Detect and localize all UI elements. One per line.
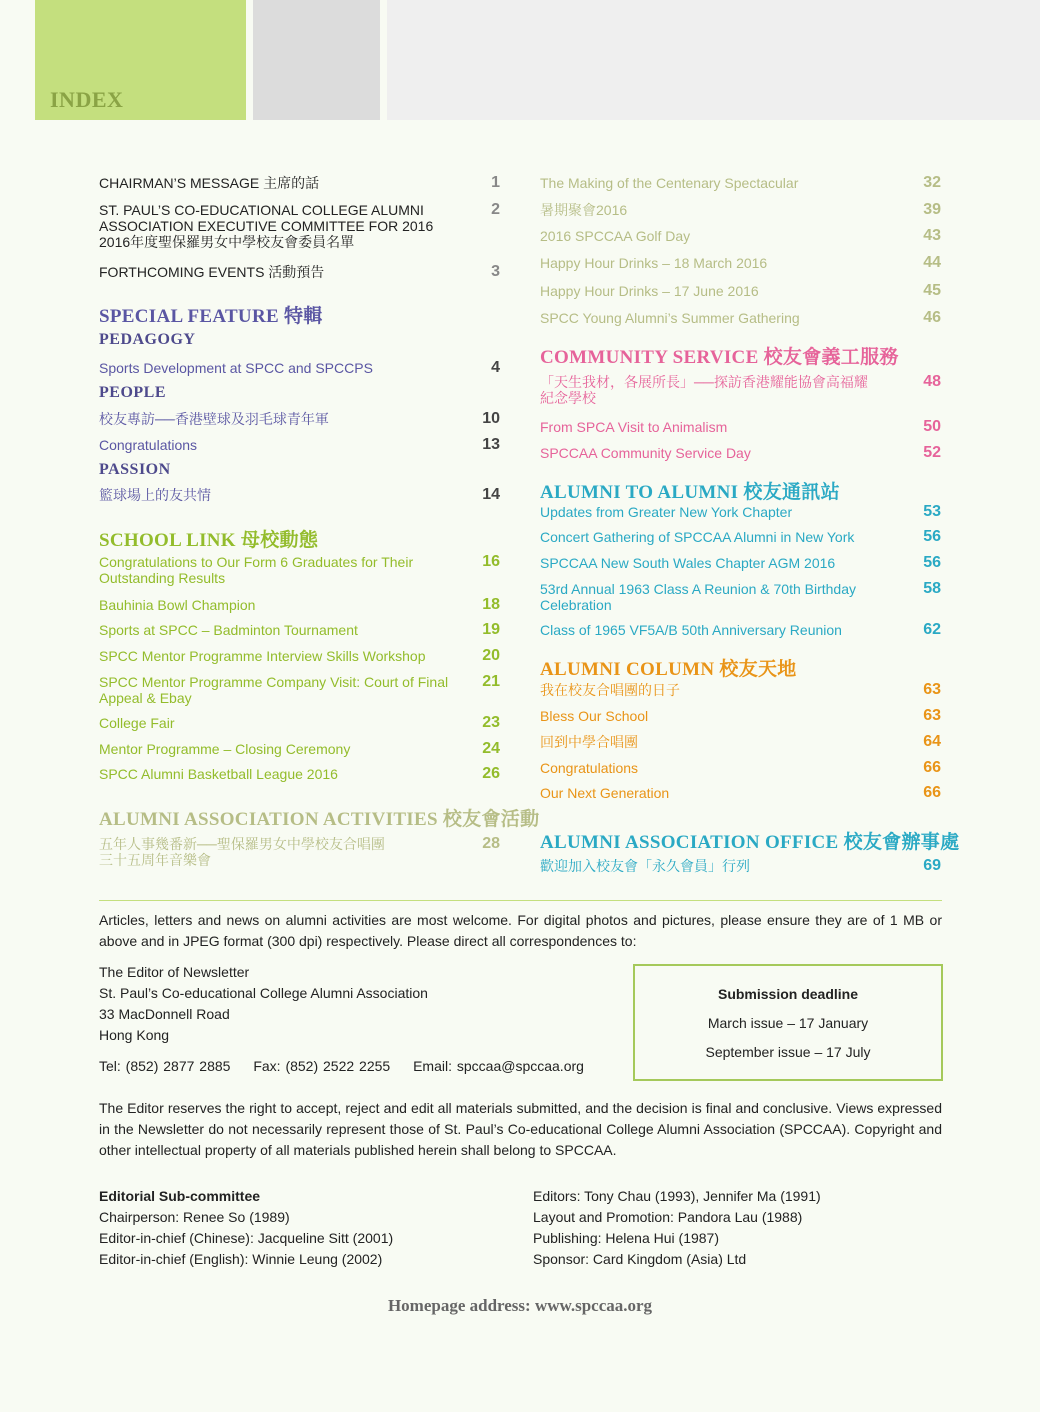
entry-page-number: 48 xyxy=(923,373,941,390)
section-heading: ALUMNI ASSOCIATION ACTIVITIES 校友會活動 xyxy=(99,809,540,830)
address-line: St. Paul’s Co-educational College Alumni Association xyxy=(99,985,428,1001)
entry-page-number: 1 xyxy=(491,174,500,191)
entry-title: Mentor Programme – Closing Ceremony xyxy=(99,741,351,757)
entry-title: SPCCAA Community Service Day xyxy=(540,445,751,461)
entry-title: Our Next Generation xyxy=(540,785,670,801)
entry-page-number: 20 xyxy=(482,647,500,664)
entry-page-number: 63 xyxy=(923,707,941,724)
entry-page-number: 56 xyxy=(923,554,941,571)
entry-title: 回到中學合唱團 xyxy=(540,734,638,750)
entry-page-number: 26 xyxy=(482,765,500,782)
header-light-block xyxy=(387,0,1040,120)
entry-page-number: 18 xyxy=(482,596,500,613)
entry-title: CHAIRMAN’S MESSAGE 主席的話 xyxy=(99,175,320,191)
entry-title: 歡迎加入校友會「永久會員」行列 xyxy=(540,858,750,874)
entry-page-number: 56 xyxy=(923,528,941,545)
entry-page-number: 63 xyxy=(923,681,941,698)
entry-page-number: 21 xyxy=(482,673,500,690)
entry-page-number: 58 xyxy=(923,580,941,597)
entry-title: FORTHCOMING EVENTS 活動預告 xyxy=(99,264,325,280)
entry-page-number: 24 xyxy=(482,740,500,757)
entry-page-number: 3 xyxy=(491,263,500,280)
entry-title: 校友專訪──香港壁球及羽毛球青年軍 xyxy=(99,411,329,427)
entry-title: Bless Our School xyxy=(540,708,649,724)
entry-title: SPCC Alumni Basketball League 2016 xyxy=(99,766,338,782)
entry-title: Happy Hour Drinks – 18 March 2016 xyxy=(540,255,768,271)
section-heading: ALUMNI ASSOCIATION OFFICE 校友會辦事處 xyxy=(540,832,960,853)
entry-page-number: 52 xyxy=(923,444,941,461)
entry-page-number: 39 xyxy=(923,201,941,218)
entry-title: 暑期聚會2016 xyxy=(540,202,628,218)
submission-intro: Articles, letters and news on alumni activities are most welcome. For digital photos and pictures, please ensure they are of 1 MB or above and in JPEG format (300 dpi) respectively. Please direct all correspondences to: xyxy=(99,912,942,949)
section-heading: ALUMNI TO ALUMNI 校友通訊站 xyxy=(540,482,840,503)
entry-page-number: 16 xyxy=(482,553,500,570)
entry-title: College Fair xyxy=(99,715,175,731)
entry-page-number: 66 xyxy=(923,759,941,776)
contact-line xyxy=(99,1056,602,1077)
entry-page-number: 10 xyxy=(482,410,500,427)
entry-page-number: 14 xyxy=(482,486,500,503)
entry-page-number: 13 xyxy=(482,436,500,453)
page-title: INDEX xyxy=(50,87,124,112)
header-gray-block xyxy=(253,0,380,120)
section-heading: COMMUNITY SERVICE 校友會義工服務 xyxy=(540,347,899,368)
entry-title: Bauhinia Bowl Champion xyxy=(99,597,256,613)
entry-title: Congratulations xyxy=(540,760,639,776)
entry-title: Happy Hour Drinks – 17 June 2016 xyxy=(540,283,759,299)
sub-heading: PEDAGOGY xyxy=(99,331,196,348)
header-banner xyxy=(0,0,1040,122)
deadline-september: September issue – 17 July xyxy=(705,1044,871,1060)
entry-page-number: 44 xyxy=(923,254,941,271)
fax: Fax: (852) 2522 2255 xyxy=(253,1058,391,1074)
address-line: The Editor of Newsletter xyxy=(99,964,250,980)
section-heading: SPECIAL FEATURE 特輯 xyxy=(99,306,323,327)
editorial-line: Editors: Tony Chau (1993), Jennifer Ma (1991) xyxy=(533,1188,821,1204)
editorial-line: Editor-in-chief (English): Winnie Leung (2002) xyxy=(99,1251,383,1267)
entry-title: SPCC Mentor Programme Interview Skills Workshop xyxy=(99,648,426,664)
entry-page-number: 19 xyxy=(482,621,500,638)
section-heading: ALUMNI COLUMN 校友天地 xyxy=(540,659,797,680)
entry-page-number: 66 xyxy=(923,784,941,801)
entry-title: SPCC Mentor Programme Company Visit: Court of Final Appeal & Ebay xyxy=(99,674,449,706)
entry-title: The Making of the Centenary Spectacular xyxy=(540,175,799,191)
editorial-line: Sponsor: Card Kingdom (Asia) Ltd xyxy=(533,1251,747,1267)
sub-heading: PEOPLE xyxy=(99,384,167,401)
entry-title: From SPCA Visit to Animalism xyxy=(540,419,728,435)
entry-title: Class of 1965 VF5A/B 50th Anniversary Reunion xyxy=(540,622,842,638)
editorial-line: Editor-in-chief (Chinese): Jacqueline Sitt (2001) xyxy=(99,1230,394,1246)
address-line: 33 MacDonnell Road xyxy=(99,1006,230,1022)
entry-title: Sports Development at SPCC and SPCCPS xyxy=(99,360,373,376)
entry-page-number: 23 xyxy=(482,714,500,731)
entry-title: SPCCAA New South Wales Chapter AGM 2016 xyxy=(540,555,836,571)
entry-title: 我在校友合唱團的日子 xyxy=(540,682,680,698)
entry-title: Updates from Greater New York Chapter xyxy=(540,504,793,520)
entry-page-number: 32 xyxy=(923,174,941,191)
deadline-march: March issue – 17 January xyxy=(707,1015,869,1031)
editorial-line: Publishing: Helena Hui (1987) xyxy=(533,1230,719,1246)
entry-page-number: 62 xyxy=(923,621,941,638)
entry-page-number: 50 xyxy=(923,418,941,435)
sub-heading: PASSION xyxy=(99,461,171,478)
entry-title: 2016 SPCCAA Golf Day xyxy=(540,228,691,244)
entry-page-number: 2 xyxy=(491,201,500,218)
tel: Tel: (852) 2877 2885 xyxy=(99,1058,231,1074)
entry-page-number: 53 xyxy=(923,503,941,520)
entry-page-number: 45 xyxy=(923,282,941,299)
entry-title: Congratulations to Our Form 6 Graduates for Their Outstanding Results xyxy=(99,554,414,586)
entry-title: 五年人事幾番新──聖保羅男女中學校友合唱團 三十五周年音樂會 xyxy=(99,836,385,868)
entry-title: Concert Gathering of SPCCAA Alumni in New York xyxy=(540,529,855,545)
entry-page-number: 69 xyxy=(923,857,941,874)
editorial-line: Chairperson: Renee So (1989) xyxy=(99,1209,290,1225)
entry-title: 「天生我材，各展所長」──探訪香港耀能協會高福耀 紀念學校 xyxy=(540,374,868,406)
email: Email: spccaa@spccaa.org xyxy=(413,1058,584,1074)
entry-page-number: 43 xyxy=(923,227,941,244)
entry-title: 53rd Annual 1963 Class A Reunion & 70th Birthday Celebration xyxy=(540,581,856,613)
address-line: Hong Kong xyxy=(99,1027,170,1043)
divider xyxy=(99,900,942,901)
section-heading: SCHOOL LINK 母校動態 xyxy=(99,530,319,551)
editorial-line: Layout and Promotion: Pandora Lau (1988) xyxy=(533,1209,803,1225)
disclaimer: The Editor reserves the right to accept, reject and edit all materials submitted, and the decision is final and conclusive. Views expressed in the Newsletter do not necessarily represent those of St. Paul’s Co-educational College Alumni Association (SPCCAA). Copyright and other intellectual property of all materials published herein shall belong to SPCCAA. xyxy=(99,1100,942,1158)
entry-page-number: 46 xyxy=(923,309,941,326)
editor-address xyxy=(99,962,428,1046)
entry-title: SPCC Young Alumni’s Summer Gathering xyxy=(540,310,800,326)
entry-page-number: 64 xyxy=(923,733,941,750)
submission-deadline-box xyxy=(633,964,943,1081)
entry-page-number: 28 xyxy=(482,835,500,852)
editorial-left xyxy=(99,1186,393,1270)
entry-title: Sports at SPCC – Badminton Tournament xyxy=(99,622,358,638)
editorial-right xyxy=(533,1186,821,1270)
homepage-address: Homepage address: www.spccaa.org xyxy=(387,1296,653,1315)
entry-title: 籃球場上的友共情 xyxy=(99,487,211,503)
deadline-title: Submission deadline xyxy=(717,986,859,1002)
entry-page-number: 4 xyxy=(491,359,500,376)
entry-title: Congratulations xyxy=(99,437,198,453)
editorial-title: Editorial Sub-committee xyxy=(99,1188,261,1204)
entry-title: ST. PAUL’S CO-EDUCATIONAL COLLEGE ALUMNI ASSOCIATION EXECUTIVE COMMITTEE FOR 2016 2016年度聖保羅男女中學校友會委員名單 xyxy=(99,202,434,250)
